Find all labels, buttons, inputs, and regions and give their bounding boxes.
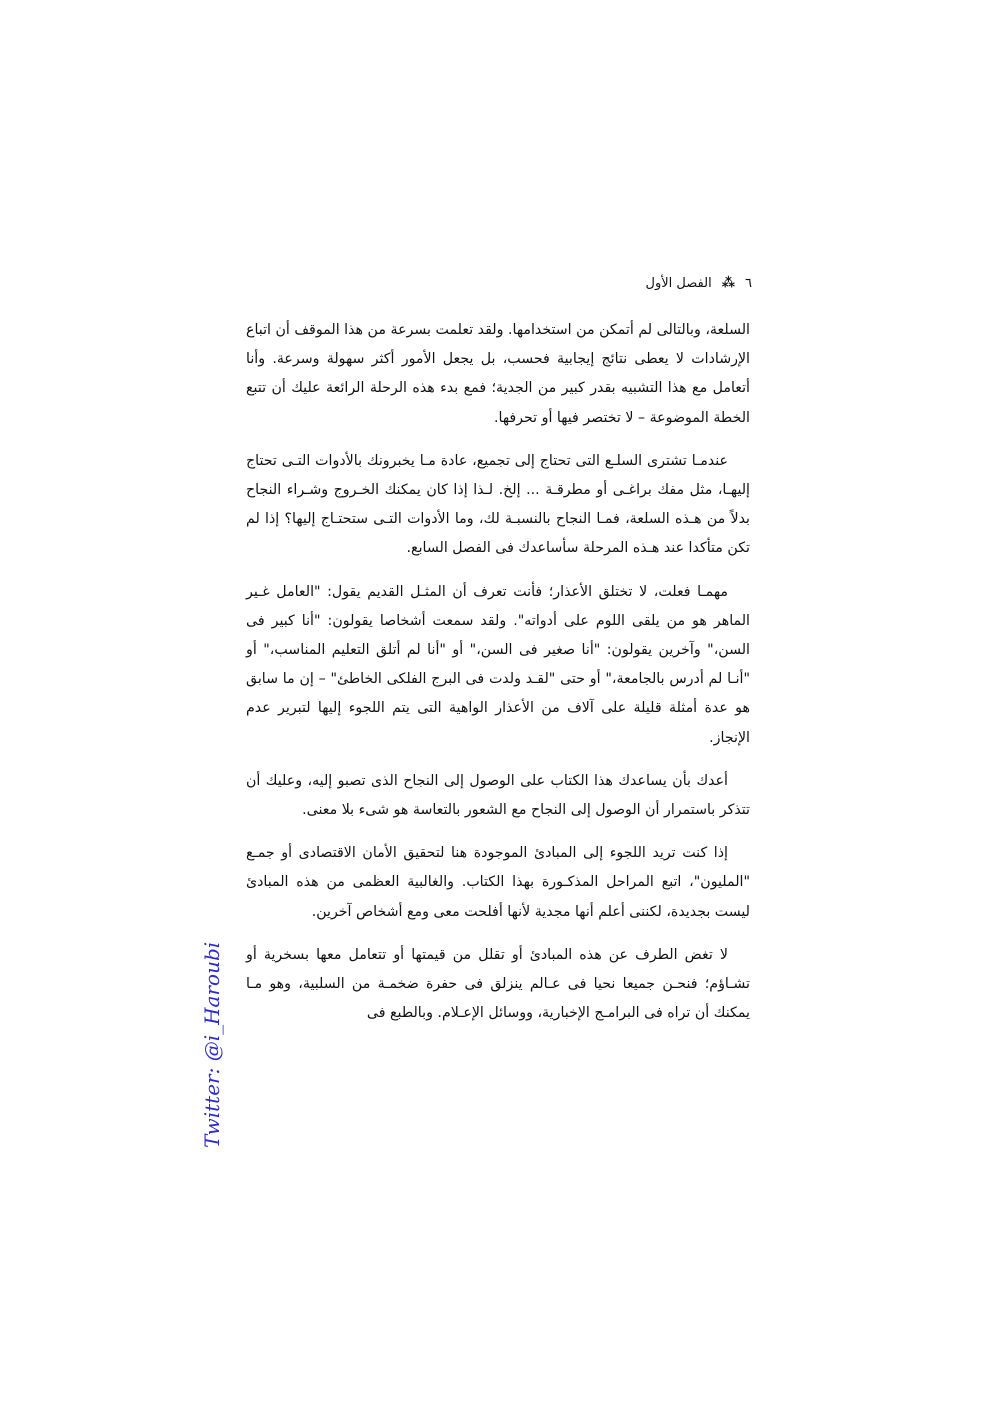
paragraph: لا تغض الطرف عن هذه المبادئ أو تقلل من قيمتها أو تتعامل معها بسخرية أو تشـاؤم؛ فنحـن جميعا نحيا فى عـالم ينزلق فى حفرة ضخمـة من السلبية، وهو مـا يمكنك أن تراه فى البرامـج الإخبارية، ووسائل الإعـلام. وبالطبع فى <box>246 946 750 1022</box>
running-header <box>600 272 752 294</box>
paragraph: السلعة، وبالتالى لم أتمكن من استخدامها. ولقد تعلمت بسرعة من هذا الموقف أن اتباع الإرشادات لا يعطى نتائج إيجابية فحسب، بل يجعل الأمور أكثر سهولة وسرعة. وأنا أتعامل مع هذا التشبيه بقدر كبير من الجدية؛ فمع بدء هذه الرحلة الرائعة عليك أن تتبع الخطة الموضوعة – لا تختصر فيها أو تحرفها. <box>246 322 750 426</box>
ornament-icon: ⁂ <box>721 275 736 291</box>
paragraph: عندمـا تشترى السلـع التى تحتاج إلى تجميع، عادة مـا يخبرونك بالأدوات التـى تحتاج إليهـا، مثل مفك براغـى أو مطرقـة ... إلخ. لـذا إذا كان يمكنك الخـروج وشـراء النجاح بدلاً من هـذه السلعة، فمـا النجاح بالنسبـة لك، وما الأدوات التـى ستحتـاج إليها؟ إذا لم تكن متأكدا عند هـذه المرحلة سأساعدك فى الفصل السابع. <box>246 452 750 557</box>
body-text <box>246 316 750 1028</box>
paragraph: مهمـا فعلت، لا تختلق الأعذار؛ فأنت تعرف أن المثـل القديم يقول: "العامل غـير الماهر هو من يلقى اللوم على أدواته". ولقد سمعت أشخاصا يقولون: "أنا كبير فى السن،" وآخرين يقولون: "أنا صغير فى السن،" أو "أنا لم أتلق التعليم المناسب،" أو "أنـا لم أدرس بالجامعة،" أو حتى "لقـد ولدت فى البرج الفلكى الخاطئ" – إن ما سابق هو عدة أمثلة قليلة على آلاف من الأعذار الواهية التى يتم اللجوء إليها لتبرير عدم الإنجاز. <box>246 583 750 746</box>
page-number: ٦ <box>745 275 752 291</box>
twitter-watermark: Twitter: @i_Haroubi <box>200 941 224 1148</box>
chapter-title: الفصل الأول <box>645 275 712 291</box>
paragraph: إذا كنت تريد اللجوء إلى المبادئ الموجودة هنا لتحقيق الأمان الاقتصادى أو جمـع "المليون"، اتبع المراحل المذكـورة بهذا الكتاب. والغالبية العظمى من هذه المبادئ ليست بجديدة، لكننى أعلم أنها مجدية لأنها أفلحت معى ومع أشخاص آخرين. <box>246 845 750 920</box>
paragraph: أعدك بأن يساعدك هذا الكتاب على الوصول إلى النجاح الذى تصبو إليه، وعليك أن تتذكر باستمرار أن الوصول إلى النجاح مع الشعور بالتعاسة هو شىء بلا معنى. <box>246 772 750 819</box>
